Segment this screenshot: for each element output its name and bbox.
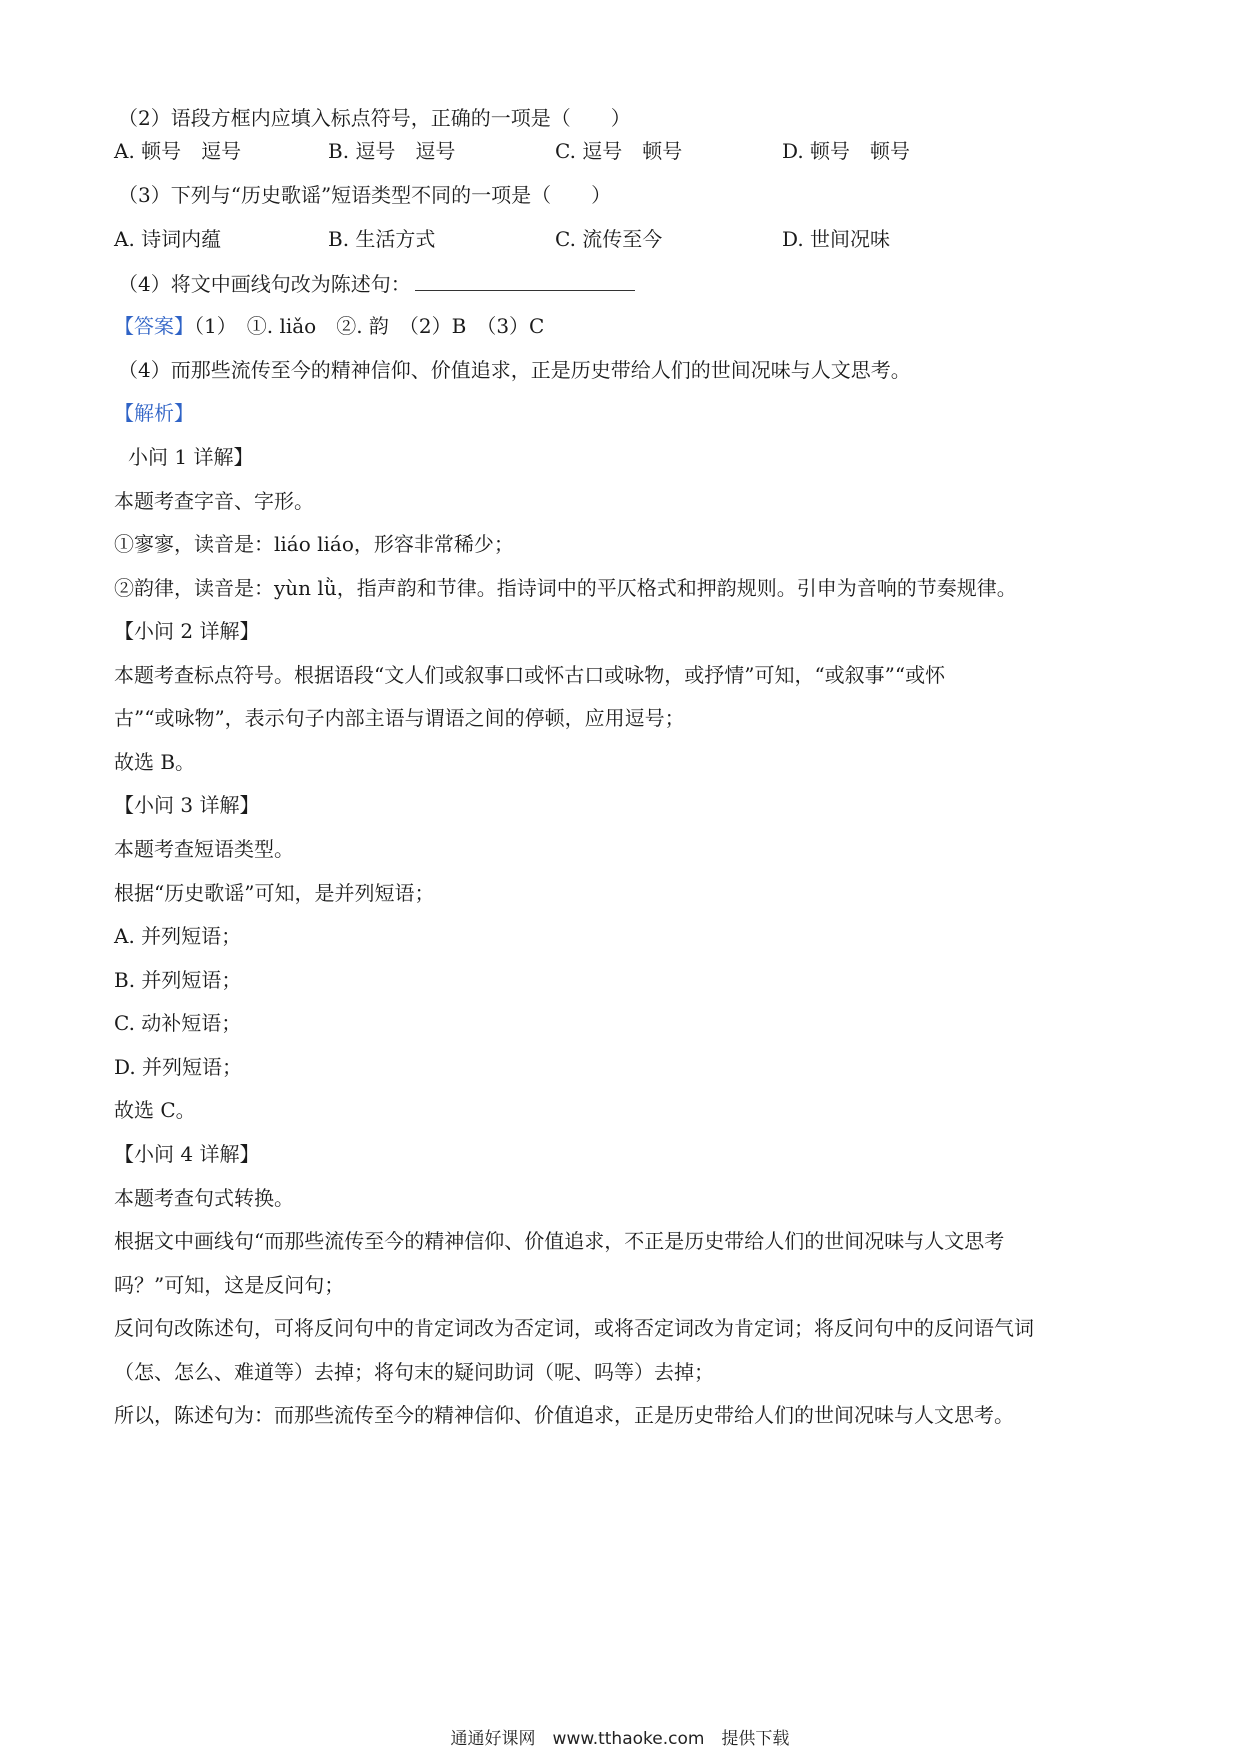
page-footer: 通通好课网 www.tthaoke.com 提供下载: [450, 1729, 790, 1749]
q4-stem-text: （4）将文中画线句改为陈述句：: [118, 272, 411, 296]
q2-option-d: D. 顿号 顿号: [782, 139, 911, 163]
s4-line-5: （怎、怎么、难道等）去掉；将句末的疑问助词（呢、吗等）去掉；: [114, 1360, 714, 1384]
subquestion-3-heading: 【小问 3 详解】: [114, 793, 260, 817]
q2-option-b: B. 逗号 逗号: [328, 139, 456, 163]
s4-line-1: 本题考查句式转换。: [114, 1186, 294, 1210]
s1-line-3: ②韵律，读音是：yùn lǜ，指声韵和节律。指诗词中的平仄格式和押韵规则。引申为音响的节奏规律。: [114, 576, 1017, 600]
subquestion-1-heading: 小问 1 详解】: [128, 445, 254, 469]
q2-stem: （2）语段方框内应填入标点符号，正确的一项是（ ）: [118, 106, 631, 130]
s2-line-3: 故选 B。: [114, 750, 196, 774]
s1-line-2: ①寥寥，读音是：liáo liáo，形容非常稀少；: [114, 532, 514, 556]
s1-line-1: 本题考查字音、字形。: [114, 489, 314, 513]
s4-line-3: 吗？”可知，这是反问句；: [114, 1273, 345, 1297]
q3-options: [114, 226, 1114, 252]
s3-line-1: 本题考查短语类型。: [114, 837, 294, 861]
answer-text-1: （1） ①. liǎo ②. 韵 （2）B （3）C: [194, 314, 545, 338]
q2-option-a: A. 顿号 逗号: [114, 139, 242, 163]
s4-line-4: 反问句改陈述句，可将反问句中的肯定词改为否定词，或将否定词改为肯定词；将反问句中的反问语气词: [114, 1316, 1034, 1340]
s2-line-1: 本题考查标点符号。根据语段“文人们或叙事口或怀古口或咏物，或抒情”可知，“或叙事”“或怀: [114, 663, 946, 687]
answer-line-2: （4）而那些流传至今的精神信仰、价值追求，正是历史带给人们的世间况味与人文思考。: [118, 358, 911, 382]
s3-line-4: B. 并列短语；: [114, 968, 242, 992]
s3-line-2: 根据“历史歌谣”可知，是并列短语；: [114, 881, 435, 905]
q3-stem: （3）下列与“历史歌谣”短语类型不同的一项是（ ）: [118, 183, 612, 207]
q2-option-c: C. 逗号 顿号: [555, 139, 683, 163]
subquestion-4-heading: 【小问 4 详解】: [114, 1142, 260, 1166]
q2-options: [114, 138, 1114, 164]
s3-line-6: D. 并列短语；: [114, 1055, 243, 1079]
answer-line-1: [114, 313, 544, 339]
q3-option-b: B. 生活方式: [328, 227, 436, 251]
s3-line-5: C. 动补短语；: [114, 1011, 242, 1035]
analysis-label: 【解析】: [114, 401, 194, 425]
q3-option-d: D. 世间况味: [782, 227, 891, 251]
s4-line-6: 所以，陈述句为：而那些流传至今的精神信仰、价值追求，正是历史带给人们的世间况味与人文思考。: [114, 1403, 1014, 1427]
s4-line-2: 根据文中画线句“而那些流传至今的精神信仰、价值追求，不正是历史带给人们的世间况味与人文思考: [114, 1229, 1005, 1253]
answer-label: 【答案】: [114, 314, 194, 338]
s2-line-2: 古”“或咏物”，表示句子内部主语与谓语之间的停顿，应用逗号；: [114, 706, 685, 730]
q3-option-c: C. 流传至今: [555, 227, 663, 251]
s3-line-3: A. 并列短语；: [114, 924, 242, 948]
q3-option-a: A. 诗词内蕴: [114, 227, 222, 251]
answer-blank: [415, 270, 635, 291]
s3-line-7: 故选 C。: [114, 1098, 196, 1122]
subquestion-2-heading: 【小问 2 详解】: [114, 619, 260, 643]
q4-stem: [118, 270, 635, 297]
